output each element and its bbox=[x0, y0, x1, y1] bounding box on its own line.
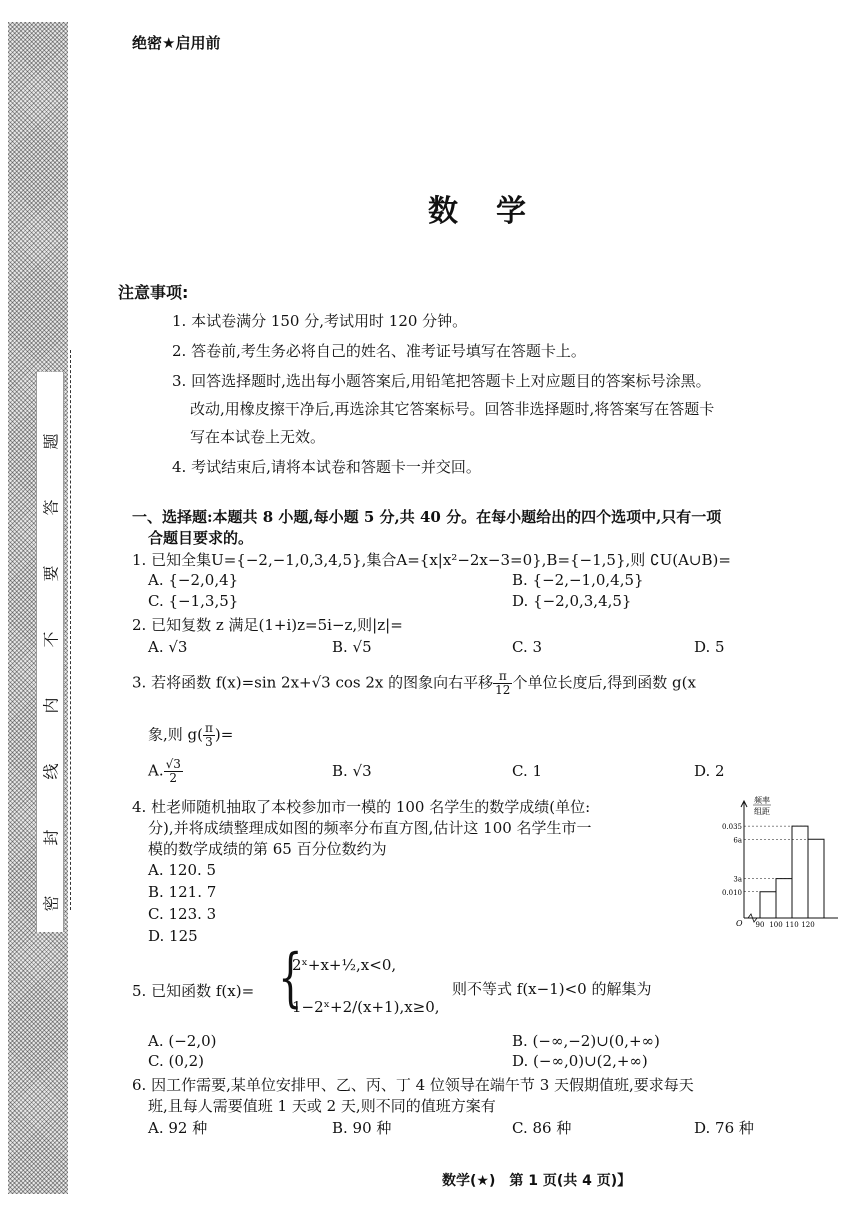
notice-item: 改动,用橡皮擦干净后,再选涂其它答案标号。回答非选择题时,将答案写在答题卡 bbox=[190, 400, 715, 418]
q2-option-b: B. √5 bbox=[332, 638, 372, 656]
histogram-bar bbox=[808, 839, 824, 918]
seal-char: 密 bbox=[41, 895, 61, 912]
seal-line-box bbox=[36, 372, 64, 932]
seal-char: 题 bbox=[41, 433, 61, 450]
notice-item: 4. 考试结束后,请将本试卷和答题卡一并交回。 bbox=[172, 458, 481, 476]
binding-margin bbox=[8, 22, 68, 1194]
q2-option-d: D. 5 bbox=[694, 638, 725, 656]
q2-stem: 2. 已知复数 z 满足(1+i)z=5i−z,则|z|= bbox=[132, 616, 403, 634]
q3-stem: 3. 若将函数 f(x)=sin 2x+√3 cos 2x 的图象向右平移 $\frac{\pi}{12}$ 个单位长度后,得到函数 g(x bbox=[132, 669, 696, 697]
q6-stem: 6. 因工作需要,某单位安排甲、乙、丙、丁 4 位领导在端午节 3 天假期值班,要求每天 bbox=[132, 1076, 694, 1094]
q4-option-c: C. 123. 3 bbox=[148, 905, 217, 923]
q6-stem-cont: 班,且每人需要值班 1 天或 2 天,则不同的值班方案有 bbox=[148, 1097, 496, 1115]
x-tick-label: 120 bbox=[801, 921, 815, 929]
q3-option-b: B. √3 bbox=[332, 762, 372, 780]
q4-stem-line: 模的数学成绩的第 65 百分位数约为 bbox=[148, 840, 387, 858]
section-heading: 一、选择题:本题共 8 小题,每小题 5 分,共 40 分。在每小题给出的四个选项中,只有一项 bbox=[132, 508, 722, 526]
notice-item: 2. 答卷前,考生务必将自己的姓名、准考证号填写在答题卡上。 bbox=[172, 342, 586, 360]
q6-option-b: B. 90 种 bbox=[332, 1119, 392, 1137]
y-tick-label: 0.035 bbox=[721, 823, 742, 832]
q3-option-c: C. 1 bbox=[512, 762, 543, 780]
q5-option-b: B. (−∞,−2)∪(0,+∞) bbox=[512, 1032, 660, 1050]
secret-label: 绝密★启用前 bbox=[132, 34, 221, 52]
q3-option-a: A. $\frac{√3}{2}$ bbox=[148, 757, 181, 785]
q4-option-b: B. 121. 7 bbox=[148, 883, 217, 901]
q3-stem-cont: 象,则 g( $\frac{\pi}{3}$ )= bbox=[148, 721, 234, 749]
y-tick-label: 3a bbox=[733, 875, 742, 884]
piecewise-brace: { bbox=[278, 941, 303, 1015]
seal-char: 内 bbox=[41, 697, 61, 714]
section-heading-cont: 合题目要求的。 bbox=[148, 529, 254, 547]
q6-option-c: C. 86 种 bbox=[512, 1119, 572, 1137]
q3-option-d: D. 2 bbox=[694, 762, 725, 780]
x-tick-label: 100 bbox=[769, 921, 783, 929]
q4-stem-line: 4. 杜老师随机抽取了本校参加市一模的 100 名学生的数学成绩(单位: bbox=[132, 798, 591, 816]
frequency-histogram bbox=[712, 792, 852, 937]
q5-option-d: D. (−∞,0)∪(2,+∞) bbox=[512, 1052, 648, 1070]
x-tick-label: 110 bbox=[785, 921, 799, 929]
q5-option-c: C. (0,2) bbox=[148, 1052, 205, 1070]
seal-char: 要 bbox=[41, 565, 61, 582]
q2-option-c: C. 3 bbox=[512, 638, 543, 656]
histogram-bar bbox=[760, 892, 776, 918]
notice-item: 1. 本试卷满分 150 分,考试用时 120 分钟。 bbox=[172, 312, 468, 330]
q6-option-a: A. 92 种 bbox=[148, 1119, 208, 1137]
y-tick-label: 6a bbox=[733, 836, 742, 845]
exam-title: 数 学 bbox=[428, 194, 530, 229]
histogram-bar bbox=[776, 879, 792, 918]
q2-option-a: A. √3 bbox=[148, 638, 188, 656]
y-tick-label: 0.010 bbox=[721, 888, 742, 897]
q4-stem-line: 分),并将成绩整理成如图的频率分布直方图,估计这 100 名学生市一 bbox=[148, 819, 592, 837]
seal-dotted-line bbox=[70, 350, 71, 910]
q5-case2: 1−2ˣ+2/(x+1),x≥0, bbox=[292, 998, 440, 1016]
seal-char: 不 bbox=[41, 631, 61, 648]
page-footer: 数学(★) 第 1 页(共 4 页)】 bbox=[442, 1173, 632, 1189]
q4-option-a: A. 120. 5 bbox=[148, 861, 217, 879]
notice-heading: 注意事项: bbox=[118, 283, 189, 302]
q5-option-a: A. (−2,0) bbox=[148, 1032, 217, 1050]
q1-stem: 1. 已知全集U={−2,−1,0,3,4,5},集合A={x|x²−2x−3=0},B={−1,5},则 ∁U(A∪B)= bbox=[132, 551, 731, 569]
q1-option-d: D. {−2,0,3,4,5} bbox=[512, 592, 632, 610]
q4-option-d: D. 125 bbox=[148, 927, 198, 945]
y-axis-label-top: 频率 bbox=[754, 796, 770, 805]
q1-option-a: A. {−2,0,4} bbox=[148, 571, 239, 589]
q6-option-d: D. 76 种 bbox=[694, 1119, 754, 1137]
notice-item: 3. 回答选择题时,选出每小题答案后,用铅笔把答题卡上对应题目的答案标号涂黑。 bbox=[172, 372, 711, 390]
seal-char: 线 bbox=[41, 763, 61, 780]
notice-item: 写在本试卷上无效。 bbox=[190, 428, 326, 446]
seal-char: 封 bbox=[41, 829, 61, 846]
q5-case1: 2ˣ+x+½,x<0, bbox=[292, 956, 397, 974]
q5-stem-b: 则不等式 f(x−1)<0 的解集为 bbox=[452, 980, 652, 998]
q5-stem-a: 5. 已知函数 f(x)= bbox=[132, 982, 255, 1000]
origin-label: O bbox=[736, 919, 743, 928]
x-tick-label: 90 bbox=[755, 921, 765, 929]
histogram-bar bbox=[792, 826, 808, 918]
y-axis-label-bottom: 组距 bbox=[754, 807, 770, 816]
q1-option-c: C. {−1,3,5} bbox=[148, 592, 239, 610]
seal-char: 答 bbox=[41, 499, 61, 516]
q1-option-b: B. {−2,−1,0,4,5} bbox=[512, 571, 644, 589]
